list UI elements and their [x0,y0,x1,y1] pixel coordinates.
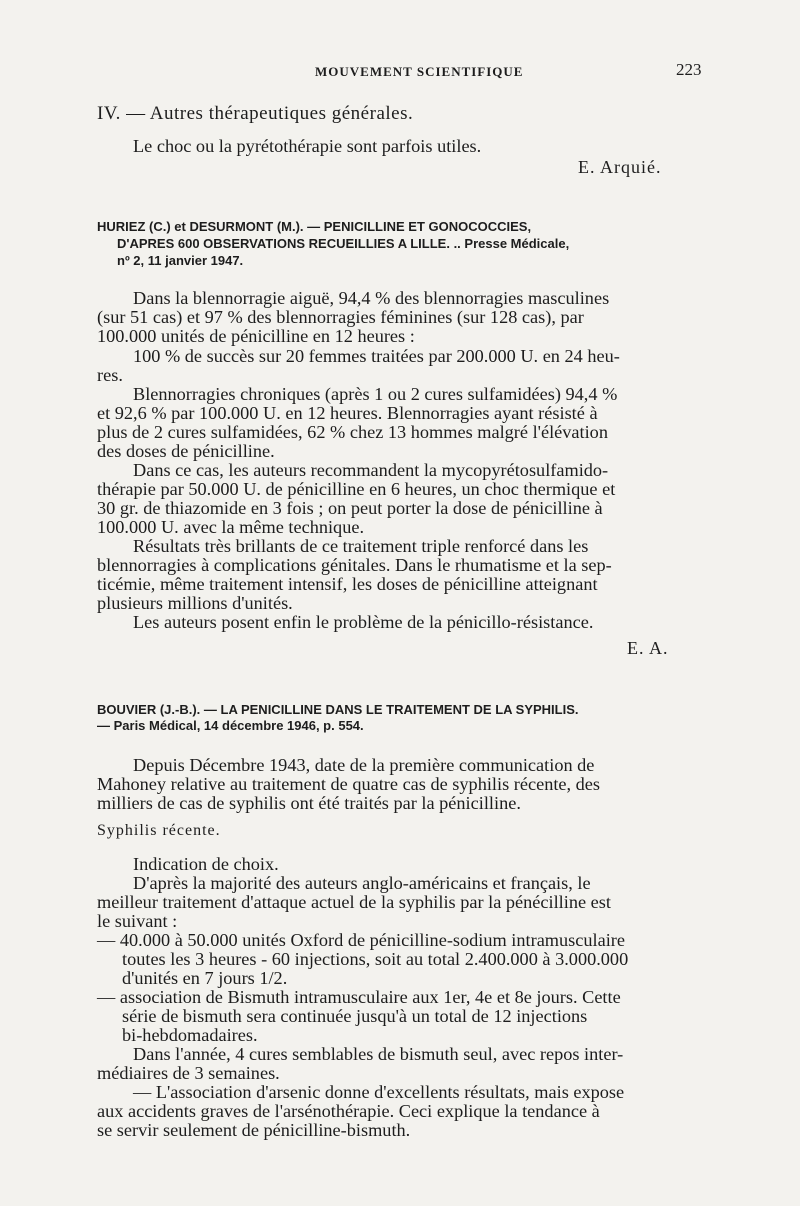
article2-body-line: médiaires de 3 semaines. [97,1063,280,1083]
article2-body-line: se servir seulement de pénicilline-bismuth. [97,1120,411,1140]
article1-reference-line: HURIEZ (C.) et DESURMONT (M.). — PENICILLINE ET GONOCOCCIES, [97,219,532,234]
article2-body-line: D'après la majorité des auteurs anglo-américains et français, le [133,873,591,893]
article1-body-line: plus de 2 cures sulfamidées, 62 % chez 13 hommes malgré l'élévation [97,422,608,442]
article1-body-line: des doses de pénicilline. [97,441,275,461]
signature-arquie: E. Arquié. [578,157,662,177]
article1-body-line: Dans ce cas, les auteurs recommandent la mycopyrétosulfamido- [133,460,609,480]
article2-body-line: le suivant : [97,911,178,931]
article1-body-line: 100 % de succès sur 20 femmes traitées par 200.000 U. en 24 heu- [133,346,620,366]
article2-body-line: Dans l'année, 4 cures semblables de bismuth seul, avec repos inter- [133,1044,624,1064]
article1-body-line: Dans la blennorragie aiguë, 94,4 % des blennorragies masculines [133,288,610,308]
page-number: 223 [676,60,702,79]
article2-body-line: bi-hebdomadaires. [122,1025,258,1045]
article1-body-line: 30 gr. de thiazomide en 3 fois ; on peut porter la dose de pénicilline à [97,498,603,518]
article1-body-line: ticémie, même traitement intensif, les doses de pénicilline atteignant [97,574,598,594]
article2-body-line: — L'association d'arsenic donne d'excellents résultats, mais expose [133,1082,625,1102]
article2-reference-line: BOUVIER (J.-B.). — LA PENICILLINE DANS LE TRAITEMENT DE LA SYPHILIS. [97,702,579,717]
article2-intro-line: milliers de cas de syphilis ont été traités par la pénicilline. [97,793,521,813]
article2-body-line: aux accidents graves de l'arsénothérapie. Ceci explique la tendance à [97,1101,600,1121]
article1-body-line: 100.000 U. avec la même technique. [97,517,365,537]
article1-body-line: 100.000 unités de pénicilline en 12 heures : [97,326,415,346]
article2-intro-line: Mahoney relative au traitement de quatre cas de syphilis récente, des [97,774,601,794]
running-title: MOUVEMENT SCIENTIFIQUE [315,64,524,79]
article1-body-line: Blennorragies chroniques (après 1 ou 2 cures sulfamidées) 94,4 % [133,384,618,404]
article2-body-line: Indication de choix. [133,854,279,874]
article2-body-line: série de bismuth sera continuée jusqu'à un total de 12 injections [122,1006,588,1026]
article2-intro-line: Depuis Décembre 1943, date de la première communication de [133,755,595,775]
article1-body-line: Les auteurs posent enfin le problème de la pénicillo-résistance. [133,612,594,632]
article1-body-line: res. [97,365,123,385]
article2-reference-line: — Paris Médical, 14 décembre 1946, p. 554. [97,718,364,733]
article1-reference-line: nº 2, 11 janvier 1947. [117,253,244,268]
article1-body-line: blennorragies à complications génitales. Dans le rhumatisme et la sep- [97,555,612,575]
article1-body-line: (sur 51 cas) et 97 % des blennorragies féminines (sur 128 cas), par [97,307,584,327]
article2-body-line: — 40.000 à 50.000 unités Oxford de pénicilline-sodium intramusculaire [97,930,626,950]
signature-ea: E. A. [627,638,669,658]
section-heading-iv: IV. — Autres thérapeutiques générales. [97,103,414,124]
article2-body-line: d'unités en 7 jours 1/2. [122,968,288,988]
article2-body-line: toutes les 3 heures - 60 injections, soit au total 2.400.000 à 3.000.000 [122,949,629,969]
section-heading-syphilis: Syphilis récente. [97,822,221,839]
article1-body-line: thérapie par 50.000 U. de pénicilline en 6 heures, un choc thermique et [97,479,616,499]
article2-body-line: — association de Bismuth intramusculaire aux 1er, 4e et 8e jours. Cette [97,987,621,1007]
article1-body-line: Résultats très brillants de ce traitement triple renforcé dans les [133,536,589,556]
article2-body-line: meilleur traitement d'attaque actuel de la syphilis par la pénécilline est [97,892,611,912]
article1-body-line: et 92,6 % par 100.000 U. en 12 heures. Blennorragies ayant résisté à [97,403,598,423]
article1-body-line: plusieurs millions d'unités. [97,593,293,613]
article1-reference-line: D'APRES 600 OBSERVATIONS RECUEILLIES A LILLE. .. Presse Médicale, [117,236,570,251]
section-iv-text: Le choc ou la pyrétothérapie sont parfois utiles. [133,136,482,156]
